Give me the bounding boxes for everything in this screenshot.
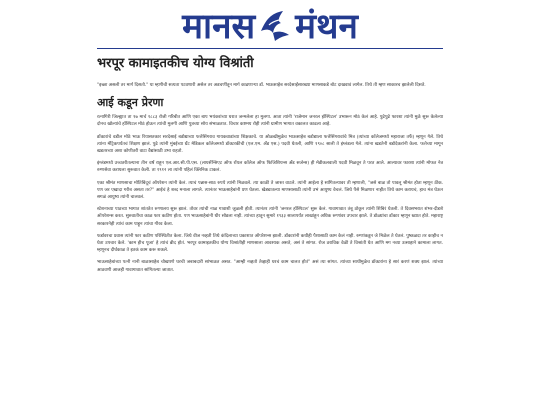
bird-logo-icon bbox=[257, 9, 293, 43]
masthead-divider bbox=[97, 48, 443, 49]
article-paragraph: डॉक्टरांचे वडील मोठे भाऊ रियासतकार सरदेसाई बडोद्याच्या फत्तेसिंगराव गायकवाडांच्या शिक्षकाचे. या ओळखीमुळेच भाऊसाहेब बडोद्याला फत्तेसिंगरावांचे मित्र (त्यांच्या कॉलेजमध्ये महाराजा तर्फे) म्हणून गेले. तिथे त्यांना मॅट्रिकपर्यंतचं शिक्षण झालं. पुढे त्यांनी मुंबईच्या ग्रँट मेडिकल कॉलेजमध्ये डॉक्टरकीची (एल.एम. अँड एस.) पदवी घेतली, आणि १९०८ साली ते इंग्लंडला गेले. त्यांना खडतेनी बडोदेकरांनी केला. फत्तेच्या मागून खडतरच्या अशा कोणीतरी वाटा वैद्यांसाठी उभा राहतो. bbox=[97, 134, 443, 155]
article-paragraph: एका श्रीमंत माणसाचा मोतिबिंदूचं ऑपरेशन त्यांनी केलं. त्याचं पन्नास-साठ रुपये त्यांनी मिळवले. त्या काळी ते जास्त वाटले. त्यांनी आईला हे सांगितल्यावर ती म्हणाली, "जसे बाळ तो पावलू श्रीमंत होता म्हणून ठीक. पण जर एखादा गरीब असता तर?" आईचं हे शब्द मनाला लागले. त्यानंतर भाऊसाहेबांनी प्रण घेतला. खेड्यातल्या माणसासाठी त्यांनी उभं आयुष्य वेचलं. जिथे पैसे मिळणार नाहीत तिथे काम करायचं, हाच मंत्र घेऊन सगळं आयुष्य त्यांनी चालवलं. bbox=[97, 180, 443, 201]
section-heading: आई कडून प्रेरणा bbox=[97, 96, 164, 110]
article-paragraph: फर्डावरचा प्रवास त्यांनी फार कठीण परिस्थितीत केला. जिथे वीज नव्हती तिथे कंदिलाच्या प्रकाशात ऑपरेशन्स झाली. डॉक्टरांनी कधीही पैशासाठी काम केलं नाही. रुग्णांकडून जे मिळेल ते घेतलं. पुष्कळदा तर काहीच न घेता उपचार केले. 'काम हीच पूजा' हे त्यांचं ब्रीद होतं. भरपूर कामाइतकीच योग्य विश्रांतीही माणसाला आवश्यक असते, असं ते सांगत. रोज ठराविक वेळी ते विश्रांती घेत आणि मग नव्या उत्साहाने कामाला लागत. म्हणूनच दीर्घकाळ ते इतकं काम करू शकले. bbox=[97, 233, 443, 254]
article-paragraph: इंग्लंडमध्ये उच्चतरीतल्याना तीन वर्षं राहून एल.आर.सी.पी.एस. (लायसेंन्सिएट ऑफ रॉयल कॉलेज ऑफ फिजिशियन्स अँड सर्जन्स) ही मेडीकलवाली पदवी मिळवून ते परत आले. आल्यावर फारशा त्यांनी मोफत नेत्र रुग्णसेवा करायला सुरूवात केली. ता १९१२ ला त्यांनी पहिलं क्लिनिक टाकलं. bbox=[97, 161, 443, 174]
article-intro: "इच्छा असली तर मार्ग दिसतो." या म्हणीची सत्यता पटवणारी असेल तर अडचणींतून मार्ग काढणाऱ्या डॉ. भाऊसाहेब सरदेसाईंसारख्या माणसाकडे बोट दाखवावं लागेल. तिथे ती म्हण साकारच झालेली दिसते. bbox=[97, 83, 426, 88]
article-title: भरपूर कामाइतकीच योग्य विश्रांती bbox=[97, 56, 254, 71]
article-paragraph: भाऊसाहेबांच्या पत्नी नानी बाळासाहेब चोखपणे घरची जबाबदारी सांभाळत असत. "आम्ही नव्हतो तेव्हाही घरचं काम चालत होतं" असं त्या सांगत. त्यांच्या साथीमुळेच डॉक्टरांना हे सारं करणं शक्य झालं. त्यांच्या आठवणी आजही गावागावात सांगितल्या जातात. bbox=[97, 260, 443, 273]
brand-left-word: मानस bbox=[182, 5, 256, 47]
article-paragraph: रत्नागिरी जिल्ह्यात ता १७ मार्च १८८३ रोजी गरिबीत आणि एका बाप भयंकरांच्या घरात जन्मलेला हा मुलगा. आता त्यांनी 'राजेमान जनरल हॉस्पिटल' उभारून मोठं केलं आहे. पुढेपुढे फारशा त्यांनी मुळे सुरू केलेल्या दोनच खोल्यांचे हॉस्पिटल मोठं होऊन त्यांची मुलगी आणि पुत्रच्या सोय संभाळतात. विचार कष्टमय रोही त्यांनी ग्रामीण भागात वकालत काढला आहे. bbox=[97, 115, 443, 128]
article bbox=[97, 56, 443, 279]
article-paragraph: स्टेशनाच्या पाठच्या भागात शांततेत रुग्णालय सुरू झालं. तोवर त्यांची नाळ गावाशी जुळली होती. त्यानंतर त्यांनी 'जनरल हॉस्पिटल' सुरू केलं. गावागावात तंबू ठोकून त्यांनी शिबिरं घेतली. ते दिवसभरात शंभर-दीडशे ऑपरेशन्स करत. सुरुवातीचा काळ फार कठीण होता. पण भाऊसाहेबांनी धीर सोडला नाही. त्यांच्या हातून सुमारे १९३३ सालापर्यंत लाखांहून अधिक रुग्णांवर उपचार झाले. ते डोळ्यांचा डॉक्टर म्हणून ख्यात होते. महाराष्ट्र सरकारनेही त्यांचं काम पाहून त्यांचा गौरव केला. bbox=[97, 207, 443, 227]
masthead bbox=[0, 0, 540, 52]
brand-right-word: मंथन bbox=[295, 5, 358, 47]
